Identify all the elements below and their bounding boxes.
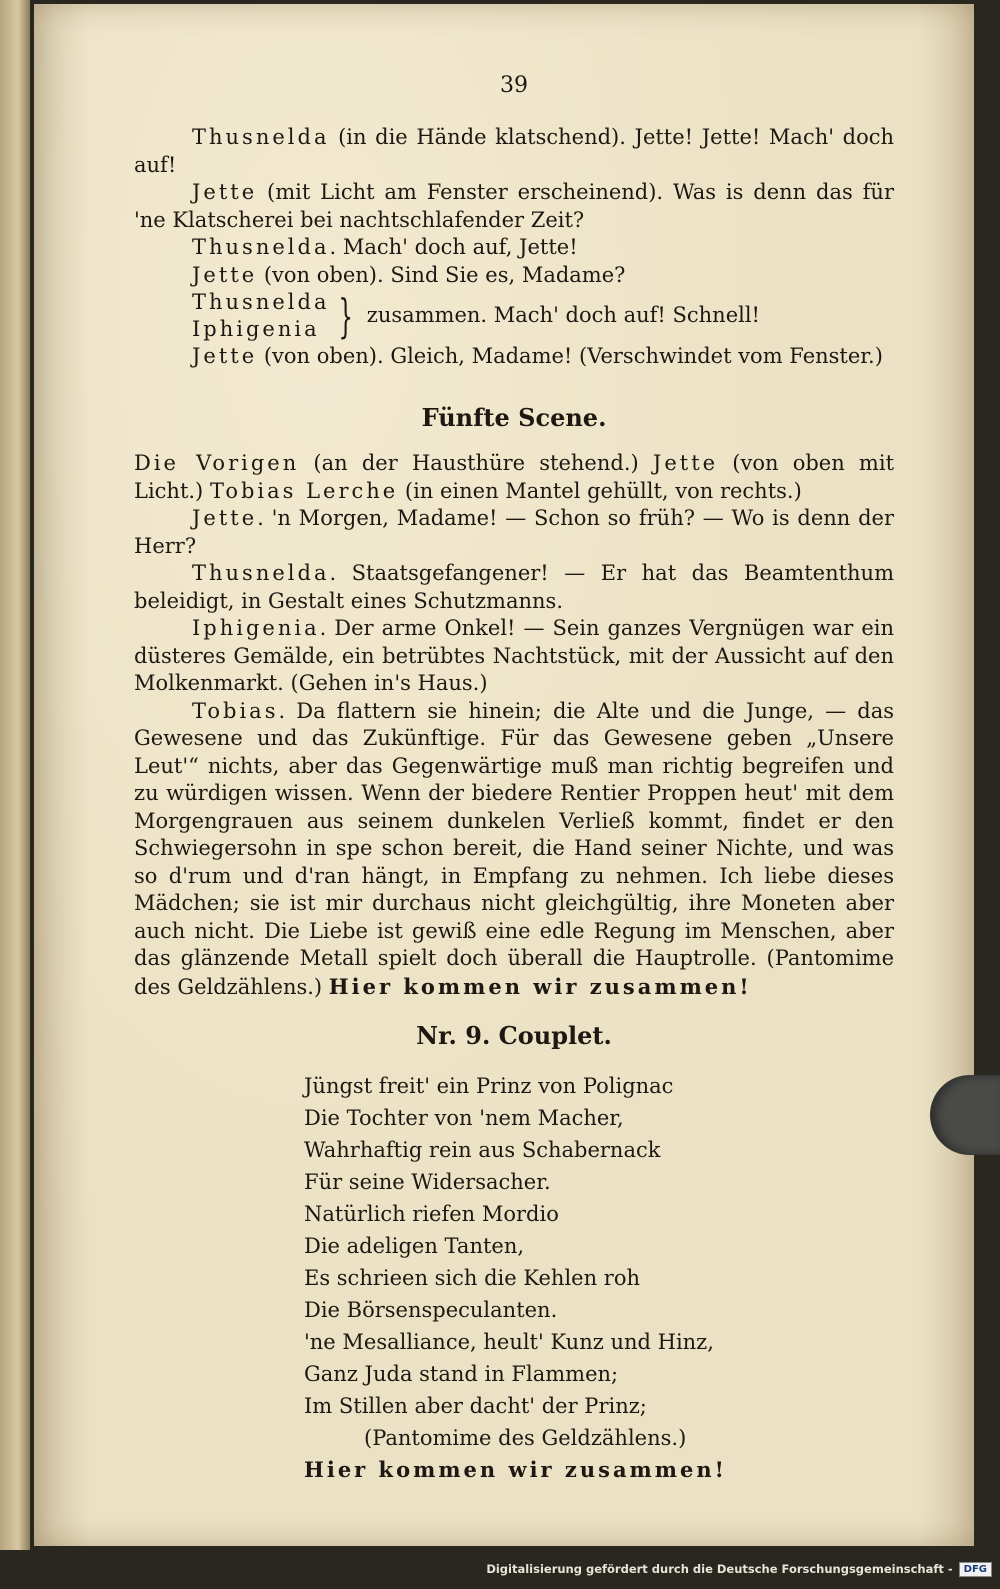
book-page [34, 4, 974, 1546]
speaker: Jette [192, 180, 258, 204]
verse-line: Ganz Juda stand in Flammen; [304, 1362, 619, 1386]
verse-line: Im Stillen aber dacht' der Prinz; [304, 1394, 647, 1418]
scene-heading: Fünfte Scene. [421, 403, 607, 432]
stage-part: (an der Hausthüre stehend.) [299, 451, 653, 475]
stage-direction [134, 450, 894, 505]
stage-part: Tobias Lerche [209, 478, 399, 503]
joint-line [134, 289, 894, 343]
stage-part: Jette [652, 451, 719, 475]
verse-refrain: Hier kommen wir zusammen! [304, 1457, 727, 1482]
dialogue-line [134, 343, 894, 371]
verse-line: Die adeligen Tanten, [304, 1234, 525, 1258]
dialogue-line [134, 560, 894, 615]
speaker: Thusnelda [192, 125, 330, 149]
dialogue-line [134, 615, 894, 698]
line-text: (in die Hände klatschend). Jette! Jette! Mach' doch auf! [134, 125, 894, 177]
speaker: Jette [192, 506, 258, 530]
verse-line: Jüngst freit' ein Prinz von Polignac [304, 1074, 674, 1098]
previous-page-edge [0, 0, 30, 1550]
verse-stage-direction: (Pantomime des Geldzählens.) [364, 1426, 687, 1450]
dialogue-line [134, 234, 894, 262]
dialogue-line [134, 505, 894, 560]
line-text: (mit Licht am Fenster erscheinend). Was is denn das für 'ne Klatscherei bei nachtschlafender Zeit? [134, 180, 894, 232]
speaker: Jette [192, 344, 258, 368]
stage-part: (in einen Mantel gehüllt, von rechts.) [398, 478, 802, 503]
speaker: Tobias [192, 698, 279, 723]
dialogue-block-1 [134, 124, 894, 371]
page-tab [930, 1075, 1000, 1155]
couplet-heading: Nr. 9. Couplet. [416, 1021, 612, 1050]
verse-line: Die Tochter von 'nem Macher, [304, 1106, 624, 1130]
verse-line: 'ne Mesalliance, heult' Kunz und Hinz, [304, 1330, 714, 1354]
speaker: Jette [192, 262, 258, 287]
credit-text: Digitalisierung gefördert durch die Deutsche Forschungsgemeinschaft - [486, 1562, 953, 1576]
speaker: Thusnelda [192, 235, 330, 259]
line-text: . 'n Morgen, Madame! — Schon so früh? — Wo is denn der Herr? [134, 506, 894, 558]
line-text: . Da flattern sie hinein; die Alte und die Junge, — das Gewesene und das Zukünftige. Für das Gewesene geben „Unsere Leut'“ nichts, aber das Gegenwärtige muß man richtig begreifen und zu würdigen wissen. Wenn der biedere Rentier Proppen heut' mit dem Morgengrauen aus seinem dunkelen Verließ kommt, findet er den Schwiegersohn in spe schon bereit, die Hand seiner Nichte, und was so d'rum und d'ran hängt, in Empfang zu nehmen. Ich liebe dieses Mädchen; sie ist mir durchaus nicht gleichgültig, ihre Moneten aber auch nicht. Die Liebe ist gewiß eine edle Regung im Menschen, aber das glänzende Metall spielt doch überall die Hauptrolle. (Pantomime des Geldzählens.) [134, 698, 894, 999]
line-text: . Mach' doch auf, Jette! [329, 235, 578, 259]
speaker: Iphigenia [192, 317, 320, 341]
dialogue-block-2 [134, 450, 894, 1001]
verse-line: Für seine Widersacher. [304, 1170, 551, 1194]
verse-line: Natürlich riefen Mordio [304, 1202, 559, 1226]
speaker: Thusnelda [192, 290, 330, 314]
dialogue-line [134, 179, 894, 234]
verse-line: Wahrhaftig rein aus Schabernack [304, 1138, 661, 1162]
verse-line: Es schrieen sich die Kehlen roh [304, 1266, 640, 1290]
line-text: . Staatsgefangener! — Er hat das Beamtenthum beleidigt, in Gestalt eines Schutzmanns. [134, 561, 894, 613]
emphasized-text: Hier kommen wir zusammen! [328, 973, 752, 999]
stage-part: Die Vorigen [134, 451, 300, 475]
page-number: 39 [500, 73, 528, 98]
brace-mark: } [338, 289, 354, 343]
line-text: (von oben). Sind Sie es, Madame? [257, 262, 626, 287]
dialogue-line [134, 124, 894, 179]
couplet-verse [304, 1070, 824, 1486]
dfg-logo: DFG [959, 1562, 992, 1577]
line-text: . Der arme Onkel! — Sein ganzes Vergnügen war ein düsteres Gemälde, ein betrübtes Nachtstück, mit der Aussicht auf den Molkenmarkt. (Gehen in's Haus.) [134, 616, 894, 695]
joint-speakers [192, 289, 329, 343]
stage-part: (von oben mit Licht.) [134, 451, 895, 503]
speaker: Thusnelda [192, 561, 330, 585]
dialogue-line [134, 262, 894, 290]
monologue [134, 698, 894, 1002]
speaker: Iphigenia [192, 616, 320, 640]
verse-line: Die Börsenspeculanten. [304, 1298, 558, 1322]
line-text: (von oben). Gleich, Madame! (Verschwindet vom Fenster.) [257, 344, 883, 368]
footer-credit [486, 1558, 992, 1580]
line-text: zusammen. Mach' doch auf! Schnell! [366, 303, 760, 328]
